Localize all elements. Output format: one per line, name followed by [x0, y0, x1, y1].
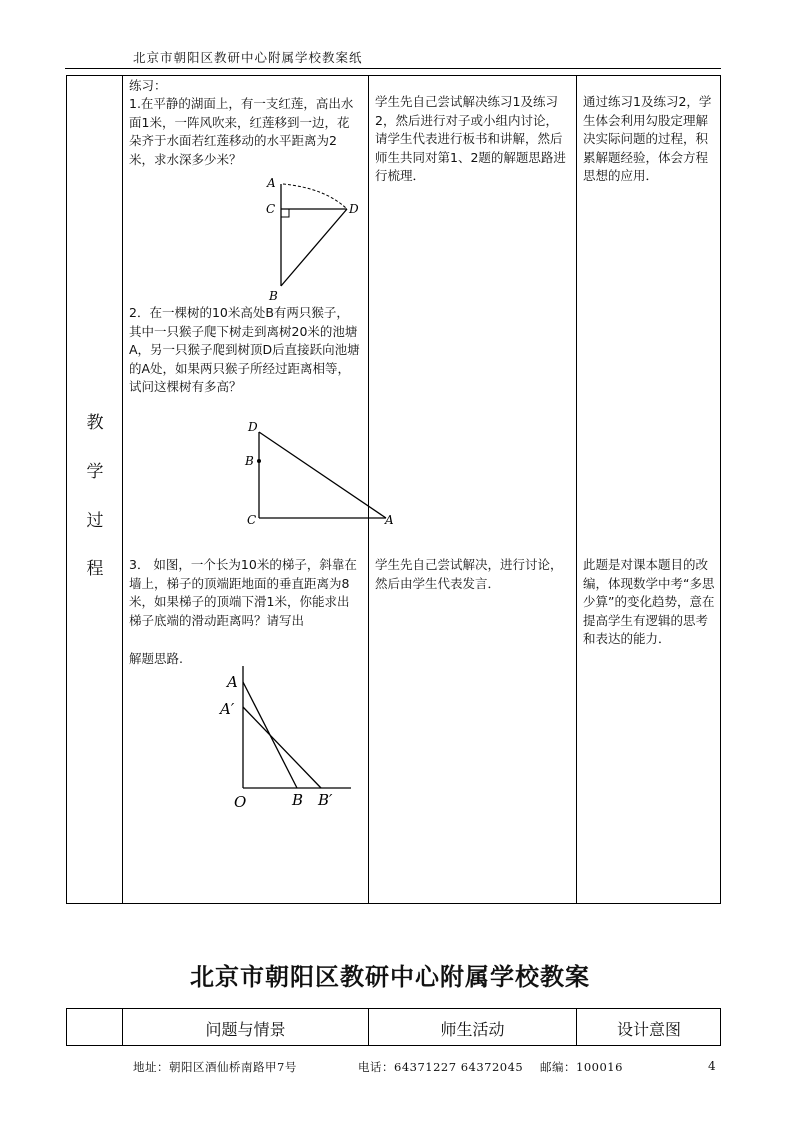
- side-label-char: 过: [86, 511, 104, 531]
- fig3-label-A: A: [227, 673, 238, 691]
- side-label-char: 教: [86, 413, 104, 433]
- fig1-label-C: C: [266, 202, 276, 216]
- fig2-label-A: A: [385, 513, 394, 527]
- exercise-3-text: 3． 如图，一个长为10米的梯子，斜靠在墙上，梯子的顶端距地面的垂直距离为8米，如果梯子的顶端下滑1米，你能求出梯子底端的滑动距离吗？请写出: [129, 557, 357, 628]
- exercise-3-figure: [215, 662, 355, 812]
- fig1-label-D: D: [349, 202, 359, 216]
- fig1-label-A: A: [267, 176, 276, 190]
- side-label-char: 程: [86, 559, 104, 579]
- fig3-label-A-prime: A′: [220, 700, 235, 718]
- footer-address: 地址：朝阳区酒仙桥南路甲7号: [133, 1060, 297, 1074]
- column-header-problem: 问题与情景: [205, 1020, 286, 1039]
- exercise-2-figure: [238, 417, 403, 532]
- fig2-label-B: B: [245, 454, 254, 468]
- fig2-label-D: D: [248, 420, 258, 434]
- exercises-heading: 练习：: [129, 78, 167, 93]
- intent-row-1: 通过练习1及练习2，学生体会利用勾股定理解决实际问题的过程，积累解题经验，体会方程思想的应用．: [583, 94, 712, 183]
- page-header-title: 北京市朝阳区教研中心附属学校教案纸: [133, 50, 363, 65]
- fig3-label-B-prime: B′: [318, 791, 333, 809]
- page-number: 4: [708, 1059, 716, 1073]
- column-header-activity: 师生活动: [440, 1020, 505, 1039]
- column-header-intent: 设计意图: [616, 1020, 681, 1039]
- activity-row-1: 学生先自己尝试解决练习1及练习2，然后进行对子或小组内讨论，请学生代表进行板书和讲解，然后师生共同对第1、2题的解题思路进行梳理．: [375, 94, 566, 183]
- exercise-1-text: 1.在平静的湖面上，有一支红莲，高出水面1米，一阵风吹来，红莲移到一边，花朵齐于水面若红莲移动的水平距离为2米，求水深多少米？: [129, 96, 354, 167]
- fig1-label-B: B: [269, 289, 278, 303]
- exercise-3-tail: 解题思路.: [129, 651, 183, 666]
- fig3-label-O: O: [234, 793, 247, 811]
- header-rule: [65, 68, 721, 69]
- side-label-char: 学: [86, 462, 104, 482]
- next-page-title: 北京市朝阳区教研中心附属学校教案: [190, 963, 590, 991]
- exercise-1-figure: [255, 170, 375, 305]
- fig2-label-C: C: [247, 513, 257, 527]
- footer-postcode: 邮编：100016: [540, 1060, 623, 1074]
- intent-row-2: 此题是对课本题目的改编，体现数学中考“多思少算”的变化趋势，意在提高学生有逻辑的思考和表达的能力．: [583, 557, 715, 646]
- footer-phone: 电话：64371227 64372045: [358, 1060, 524, 1074]
- table-divider: [122, 75, 123, 904]
- fig3-label-B: B: [292, 791, 304, 809]
- table-divider: [576, 75, 577, 904]
- activity-row-2: 学生先自己尝试解决，进行讨论，然后由学生代表发言．: [375, 557, 563, 591]
- exercise-2-text: 2．在一棵树的10米高处B有两只猴子，其中一只猴子爬下树走到离树20米的池塘A，另一只猴子爬到树顶D后直接跃向池塘的A处，如果两只猴子所经过距离相等，试问这棵树有多高？: [129, 305, 360, 394]
